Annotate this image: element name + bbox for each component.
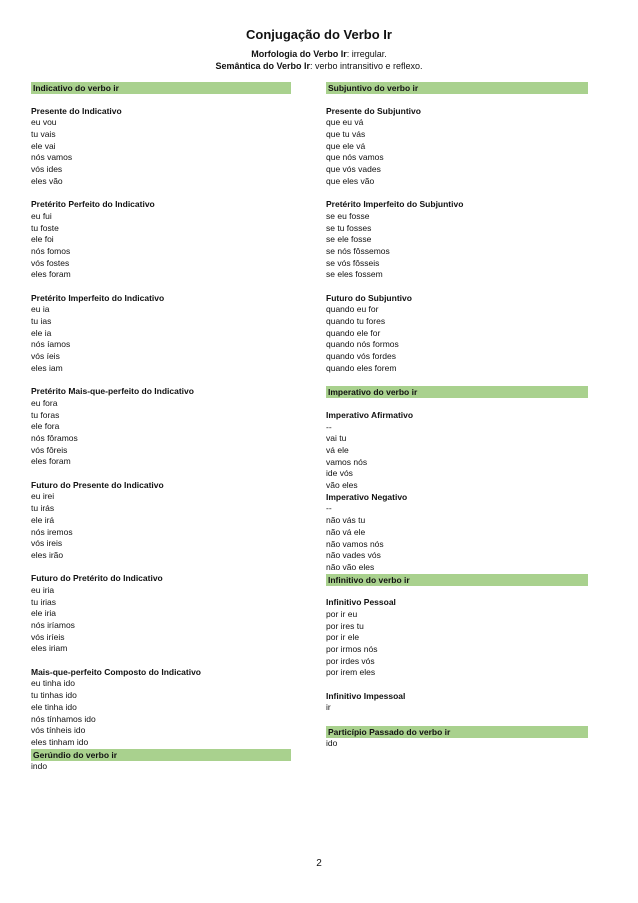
conjugation-line: -- (326, 421, 332, 432)
conjugation-line: se ele fosse (326, 234, 372, 245)
conjugation-line: por irdes vós (326, 655, 375, 666)
conjugation-line: que vós vades (326, 164, 381, 175)
tense-heading: Pretérito Imperfeito do Indicativo (31, 292, 165, 303)
conjugation-line: que eles vão (326, 175, 375, 186)
conjugation-line: vós fôreis (31, 444, 68, 455)
morfologia-value: : irregular. (346, 49, 387, 59)
conjugation-line: ido (326, 737, 338, 748)
tense-heading: Infinitivo Impessoal (326, 690, 406, 701)
section-header-bar: Gerúndio do verbo ir (31, 749, 291, 761)
conjugation-line: quando vós fordes (326, 351, 396, 362)
conjugation-line: quando ele for (326, 327, 381, 338)
conjugation-line: nós iremos (31, 526, 73, 537)
conjugation-line: ir (326, 702, 331, 713)
conjugation-line: quando nós formos (326, 339, 399, 350)
conjugation-line: eu fora (31, 397, 58, 408)
conjugation-line: ele fora (31, 421, 60, 432)
conjugation-line: tu vais (31, 129, 56, 140)
conjugation-line: se eu fosse (326, 210, 370, 221)
conjugation-line: por ir eu (326, 608, 358, 619)
conjugation-line: vós iríeis (31, 631, 65, 642)
conjugation-line: vós íeis (31, 351, 60, 362)
conjugation-line: não vá ele (326, 526, 366, 537)
conjugation-line: por irem eles (326, 667, 376, 678)
conjugation-line: eles foram (31, 269, 71, 280)
conjugation-line: se tu fosses (326, 222, 372, 233)
morfologia-line (0, 48, 638, 60)
conjugation-line: não vão eles (326, 561, 375, 572)
conjugation-line: nós tínhamos ido (31, 713, 96, 724)
conjugation-line: eu tinha ido (31, 678, 75, 689)
tense-heading: Infinitivo Pessoal (326, 597, 396, 608)
conjugation-line: por ires tu (326, 620, 364, 631)
page-title: Conjugação do Verbo Ir (246, 27, 392, 42)
conjugation-line: tu tinhas ido (31, 690, 77, 701)
conjugation-line: por irmos nós (326, 644, 378, 655)
tense-heading: Imperativo Negativo (326, 491, 408, 502)
conjugation-line: indo (31, 760, 48, 771)
conjugation-line: ele vai (31, 140, 56, 151)
section-header-bar: Infinitivo do verbo ir (326, 574, 588, 586)
conjugation-line: ele irá (31, 514, 55, 525)
conjugation-line: eu fui (31, 210, 52, 221)
conjugation-line: eu iria (31, 584, 55, 595)
conjugation-line: nós vamos (31, 152, 73, 163)
conjugation-line: que tu vás (326, 129, 366, 140)
conjugation-line: tu irás (31, 503, 55, 514)
conjugation-line: tu irias (31, 596, 57, 607)
left-column (31, 82, 291, 772)
conjugation-line: não vamos nós (326, 538, 384, 549)
spacer (31, 468, 291, 480)
conjugation-line: eles foram (31, 456, 71, 467)
tense-heading: Futuro do Presente do Indicativo (31, 479, 164, 490)
spacer (326, 679, 588, 691)
tense-heading: Pretérito Mais-que-perfeito do Indicativo (31, 386, 194, 397)
spacer (326, 398, 588, 410)
tense-heading: Futuro do Subjuntivo (326, 292, 412, 303)
conjugation-line: vós fostes (31, 257, 70, 268)
spacer (326, 586, 588, 598)
section-header-bar: Imperativo do verbo ir (326, 386, 588, 398)
tense-heading: Pretérito Imperfeito do Subjuntivo (326, 199, 464, 210)
spacer (31, 281, 291, 293)
spacer (326, 375, 588, 387)
conjugation-line: vamos nós (326, 456, 368, 467)
spacer (31, 562, 291, 574)
conjugation-line: nós fôramos (31, 433, 78, 443)
conjugation-line: não vás tu (326, 515, 366, 526)
conjugation-line: nós fomos (31, 245, 71, 256)
conjugation-line: que nós vamos (326, 152, 384, 163)
semantica-value: : verbo intransitivo e reflexo. (309, 61, 423, 71)
conjugation-line: -- (326, 503, 332, 514)
conjugation-line: vós ides (31, 164, 63, 175)
conjugation-line: tu foste (31, 222, 59, 233)
spacer (31, 375, 291, 387)
conjugation-line: eu irei (31, 491, 55, 502)
tense-heading: Futuro do Pretérito do Indicativo (31, 573, 163, 584)
conjugation-line: nós iríamos (31, 620, 75, 631)
conjugation-line: se vós fôsseis (326, 257, 380, 268)
conjugation-line: vão eles (326, 480, 358, 491)
tense-heading: Mais-que-perfeito Composto do Indicativo (31, 666, 202, 677)
tense-heading: Pretérito Perfeito do Indicativo (31, 199, 155, 210)
conjugation-line: ele ia (31, 327, 52, 338)
conjugation-line: eles tinham ido (31, 736, 89, 747)
conjugation-line: eles iriam (31, 643, 68, 654)
conjugation-line: eu ia (31, 304, 50, 315)
conjugation-line: quando eu for (326, 304, 379, 315)
conjugation-line: ide vós (326, 468, 353, 479)
semantica-label: Semântica do Verbo Ir (215, 61, 310, 71)
conjugation-line: vá ele (326, 445, 349, 455)
tense-heading: Presente do Subjuntivo (326, 105, 421, 116)
conjugation-line: vós tínheis ido (31, 725, 86, 736)
spacer (31, 655, 291, 667)
conjugation-line: vós ireis (31, 538, 63, 549)
spacer (326, 281, 588, 293)
section-header-bar: Subjuntivo do verbo ir (326, 82, 588, 94)
spacer (31, 94, 291, 106)
conjugation-line: não vades vós (326, 550, 381, 561)
conjugation-line: eles iam (31, 362, 63, 373)
conjugation-line: que eu vá (326, 117, 364, 128)
morfologia-label: Morfologia do Verbo Ir (251, 49, 347, 59)
tense-heading: Imperativo Afirmativo (326, 409, 414, 420)
conjugation-line: tu ias (31, 316, 52, 327)
spacer (326, 188, 588, 200)
conjugation-line: nós íamos (31, 339, 71, 350)
section-header-bar: Indicativo do verbo ir (31, 82, 291, 94)
tense-heading: Presente do Indicativo (31, 105, 122, 116)
conjugation-line: por ir ele (326, 632, 360, 643)
semantica-line (0, 60, 638, 72)
spacer (31, 188, 291, 200)
conjugation-line: ele iria (31, 608, 57, 619)
conjugation-line: quando eles forem (326, 362, 397, 373)
conjugation-line: eu vou (31, 117, 57, 128)
conjugation-line: ele tinha ido (31, 701, 77, 712)
spacer (326, 714, 588, 726)
section-header-bar: Particípio Passado do verbo ir (326, 726, 588, 738)
conjugation-line: ele foi (31, 234, 54, 245)
conjugation-line: quando tu fores (326, 316, 386, 327)
conjugation-line: eles irão (31, 549, 64, 560)
conjugation-line: se nós fôssemos (326, 245, 390, 256)
spacer (326, 94, 588, 106)
conjugation-line: vai tu (326, 433, 347, 444)
conjugation-line: que ele vá (326, 140, 366, 151)
conjugation-line: eles vão (31, 175, 63, 186)
conjugation-line: se eles fossem (326, 269, 383, 280)
conjugation-line: tu foras (31, 409, 60, 420)
page-number: 2 (316, 858, 322, 869)
right-column (326, 82, 588, 750)
